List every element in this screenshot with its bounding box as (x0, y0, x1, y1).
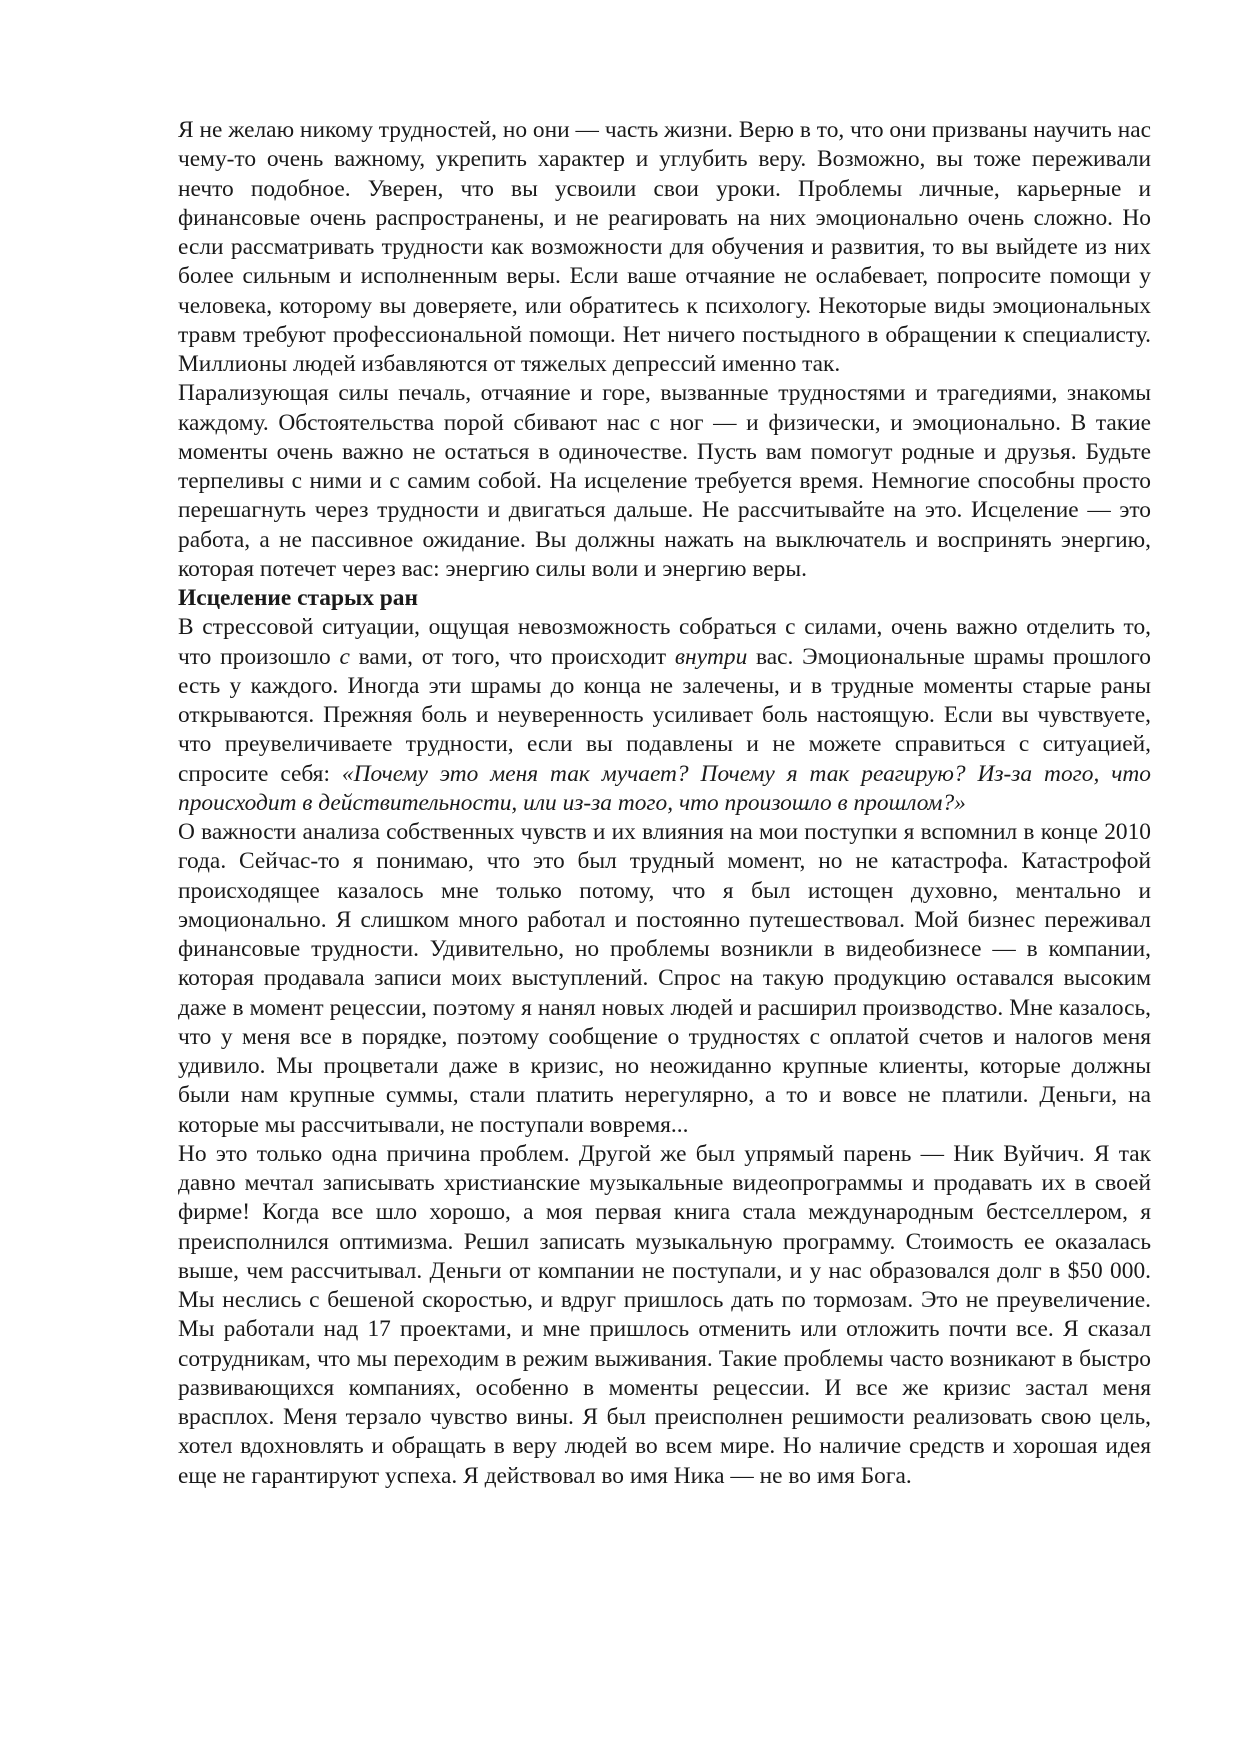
section-heading: Исцеление старых ран (178, 585, 418, 611)
paragraph-3-italic-quote: «Почему это меня так мучает? Почему я так реагирую? Из-за того, что происходит в действительности, или из-за того, что произошло в прошлом?» (178, 760, 1152, 816)
paragraph-2: Парализующая силы печаль, отчаяние и горе, вызванные трудностями и трагедиями, знакомы каждому. Обстоятельства порой сбивают нас с ног — и физически, и эмоционально. В такие моменты очень важно не остаться в одиночестве. Пусть вам помогут родные и друзья. Будьте терпеливы с ними и с самим собой. На исцеление требуется время. Немногие способны просто перешагнуть через трудности и двигаться дальше. Не рассчитывайте на это. Исцеление — это работа, а не пассивное ожидание. Вы должны нажать на выключатель и воспринять энергию, которая потечет через вас: энергию силы воли и энергию веры. (178, 380, 1151, 582)
paragraph-3-text-a: В стрессовой ситуации, ощущая невозможность собраться с силами, очень важно отделить то, что произошло (178, 614, 1151, 670)
paragraph-3-italic-b: с (339, 643, 350, 670)
paragraph-3-italic-d: внутри (674, 643, 748, 670)
paragraph-1: Я не желаю никому трудностей, но они — часть жизни. Верю в то, что они призваны научить нас чему-то очень важному, укрепить характер и углубить веру. Возможно, вы тоже переживали нечто подобное. Уверен, что вы усвоили свои уроки. Проблемы личные, карьерные и финансовые очень распространены, и не реагировать на них эмоционально очень сложно. Но если рассматривать трудности как возможности для обучения и развития, то вы выйдете из них более сильным и исполненным веры. Если ваше отчаяние не ослабевает, попросите помощи у человека, которому вы доверяете, или обратитесь к психологу. Некоторые виды эмоциональных травм требуют профессиональной помощи. Нет ничего постыдного в обращении к специалисту. Миллионы людей избавляются от тяжелых депрессий именно так. (178, 117, 1151, 377)
paragraph-3-text-c: вами, от того, что происходит (349, 643, 675, 670)
paragraph-3-text-e: вас. Эмоциональные шрамы прошлого есть у каждого. Иногда эти шрамы до конца не залечены, и в трудные моменты старые раны открываются. Прежняя боль и неуверенность усиливает боль настоящую. Если вы чувствуете, что преувеличиваете трудности, если вы подавлены и не можете справиться с ситуацией, спросите себя: (178, 643, 1151, 787)
paragraph-3 (178, 613, 1151, 818)
document-page (178, 116, 1151, 1491)
paragraph-4: О важности анализа собственных чувств и их влияния на мои поступки я вспомнил в конце 2010 года. Сейчас-то я понимаю, что это был трудный момент, но не катастрофа. Катастрофой происходящее казалось мне только потому, что я был истощен духовно, ментально и эмоционально. Я слишком много работал и постоянно путешествовал. Мой бизнес переживал финансовые трудности. Удивительно, но проблемы возникли в видеобизнесе — в компании, которая продавала записи моих выступлений. Спрос на такую продукцию оставался высоким даже в момент рецессии, поэтому я нанял новых людей и расширил производство. Мне казалось, что у меня все в порядке, поэтому сообщение о трудностях с оплатой счетов и налогов меня удивило. Мы процветали даже в кризис, но неожиданно крупные клиенты, которые должны были нам крупные суммы, стали платить нерегулярно, а то и вовсе не платили. Деньги, на которые мы рассчитывали, не поступали вовремя... (178, 819, 1151, 1138)
paragraph-5: Но это только одна причина проблем. Другой же был упрямый парень — Ник Вуйчич. Я так давно мечтал записывать христианские музыкальные видеопрограммы и продавать их в своей фирме! Когда все шло хорошо, а моя первая книга стала международным бестселлером, я преисполнился оптимизма. Решил записать музыкальную программу. Стоимость ее оказалась выше, чем рассчитывал. Деньги от компании не поступали, и у нас образовался долг в $50 000. Мы неслись с бешеной скоростью, и вдруг пришлось дать по тормозам. Это не преувеличение. Мы работали над 17 проектами, и мне пришлось отменить или отложить почти все. Я сказал сотрудникам, что мы переходим в режим выживания. Такие проблемы часто возникают в быстро развивающихся компаниях, особенно в моменты рецессии. И все же кризис застал меня врасплох. Меня терзало чувство вины. Я был преисполнен решимости реализовать свою цель, хотел вдохновлять и обращать в веру людей во всем мире. Но наличие средств и хорошая идея еще не гарантируют успеха. Я действовал во имя Ника — не во имя Бога. (178, 1140, 1151, 1489)
